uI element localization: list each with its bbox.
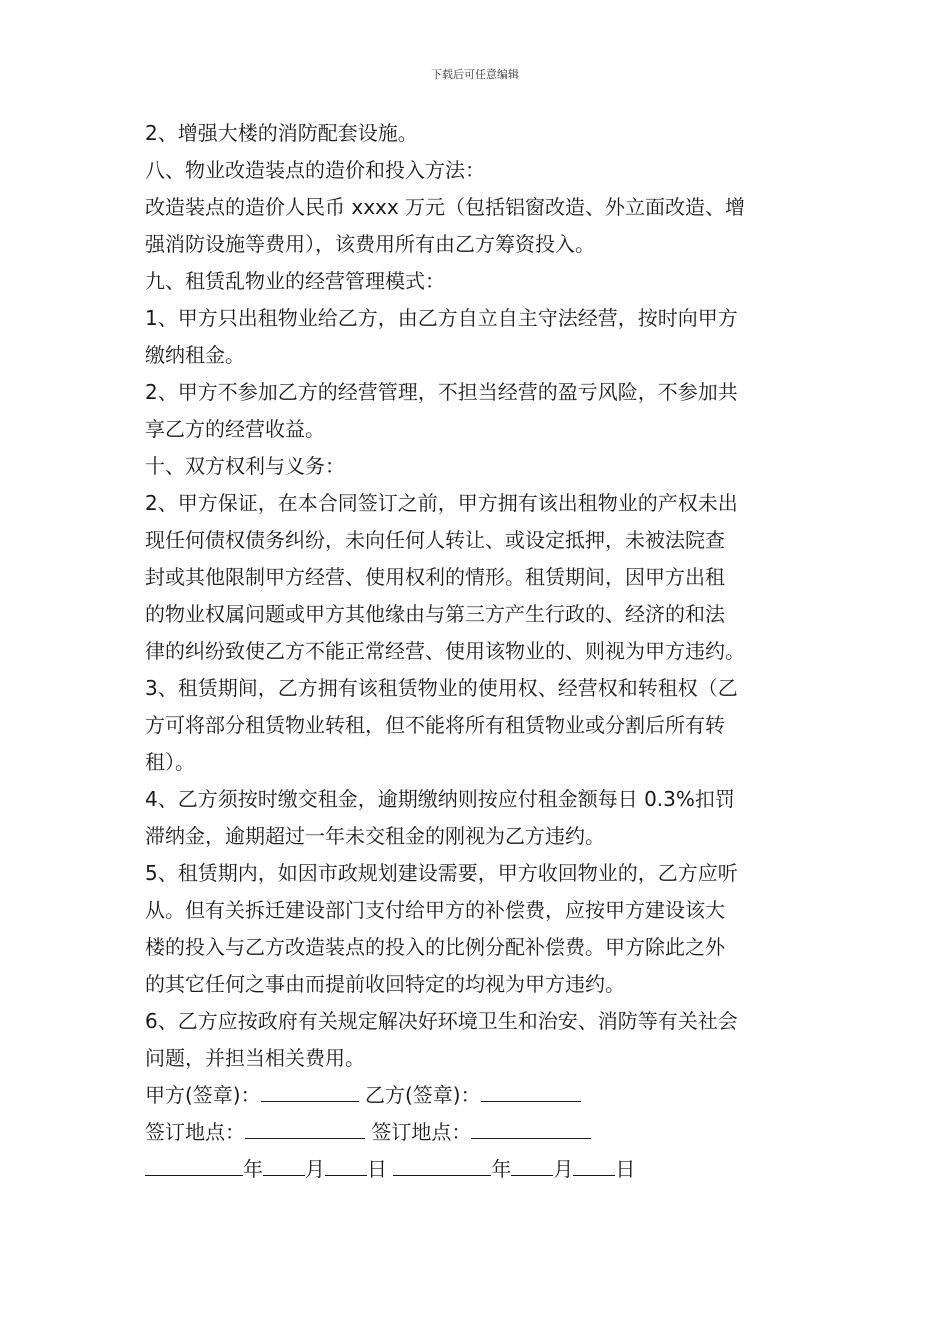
text-line: 封或其他限制甲方经营、使用权利的情形。租赁期间，因甲方出租 [145,565,725,589]
text-line: 现任何债权债务纠纷，未向任何人转让、或设定抵押，未被法院查 [145,528,725,552]
section-heading: 十、双方权利与义务： [145,454,345,478]
text-line: 2、甲方保证，在本合同签订之前，甲方拥有该出租物业的产权未出 [145,491,738,515]
place-b-label: 签订地点： [371,1120,472,1144]
text-line: 律的纠纷致使乙方不能正常经营、使用该物业的、则视为甲方违约。 [145,639,745,663]
text-line: 4、乙方须按时缴交租金，逾期缴纳则按应付租金额每日 0.3%扣罚 [145,787,735,811]
signature-row [145,1077,810,1114]
month-a-blank [263,1151,305,1176]
year-b-label: 年 [491,1157,512,1181]
page-header: 下载后可任意编辑 [431,68,519,81]
text-line: 方可将部分租赁物业转租，但不能将所有租赁物业或分割后所有转 [145,713,725,737]
day-b-blank [573,1151,615,1176]
text-line: 6、乙方应按政府有关规定解决好环境卫生和治安、消防等有关社会 [145,1009,738,1033]
place-a-blank [245,1114,365,1139]
day-a-label: 日 [367,1157,387,1181]
signing-place-row [145,1114,810,1151]
document-body [145,115,810,1188]
text-line: 楼的投入与乙方改造装点的投入的比例分配补偿费。甲方除此之外 [145,935,725,959]
party-a-signature-blank [261,1077,359,1102]
text-line: 2、甲方不参加乙方的经营管理，不担当经营的盈亏风险，不参加共 [145,380,738,404]
year-a-blank [145,1151,243,1176]
text-line: 强消防设施等费用），该费用所有由乙方筹资投入。 [145,232,595,256]
text-line: 1、甲方只出租物业给乙方，由乙方自立自主守法经营，按时向甲方 [145,306,738,330]
text-line: 3、租赁期间，乙方拥有该租赁物业的使用权、经营权和转租权（乙 [145,676,738,700]
section-heading: 八、物业改造装点的造价和投入方法： [145,158,485,182]
month-b-label: 月 [553,1157,574,1181]
text-line: 租）。 [145,750,195,774]
text-line: 改造装点的造价人民币 xxxx 万元（包括铝窗改造、外立面改造、增 [145,195,746,219]
section-heading: 九、租赁乱物业的经营管理模式： [145,269,445,293]
text-line: 的物业权属问题或甲方其他缘由与第三方产生行政的、经济的和法 [145,602,725,626]
party-b-label: 乙方(签章)： [364,1083,481,1107]
day-a-blank [325,1151,367,1176]
text-line: 从。但有关拆迁建设部门支付给甲方的补偿费，应按甲方建设该大 [145,898,725,922]
party-a-label: 甲方(签章)： [145,1083,261,1107]
place-b-blank [471,1114,591,1139]
text-line: 2、增强大楼的消防配套设施。 [145,121,418,145]
party-b-signature-blank [481,1077,581,1102]
text-line: 享乙方的经营收益。 [145,417,325,441]
text-line: 5、租赁期内，如因市政规划建设需要，甲方收回物业的，乙方应听 [145,861,738,885]
month-a-label: 月 [305,1157,325,1181]
month-b-blank [511,1151,553,1176]
text-line: 的其它任何之事由而提前收回特定的均视为甲方违约。 [145,972,625,996]
place-a-label: 签订地点： [145,1120,245,1144]
date-row [145,1151,810,1188]
day-b-label: 日 [615,1157,636,1181]
text-line: 滞纳金，逾期超过一年未交租金的刚视为乙方违约。 [145,824,605,848]
year-a-label: 年 [243,1157,263,1181]
year-b-blank [393,1151,491,1176]
text-line: 问题，并担当相关费用。 [145,1046,365,1070]
text-line: 缴纳租金。 [145,343,245,367]
